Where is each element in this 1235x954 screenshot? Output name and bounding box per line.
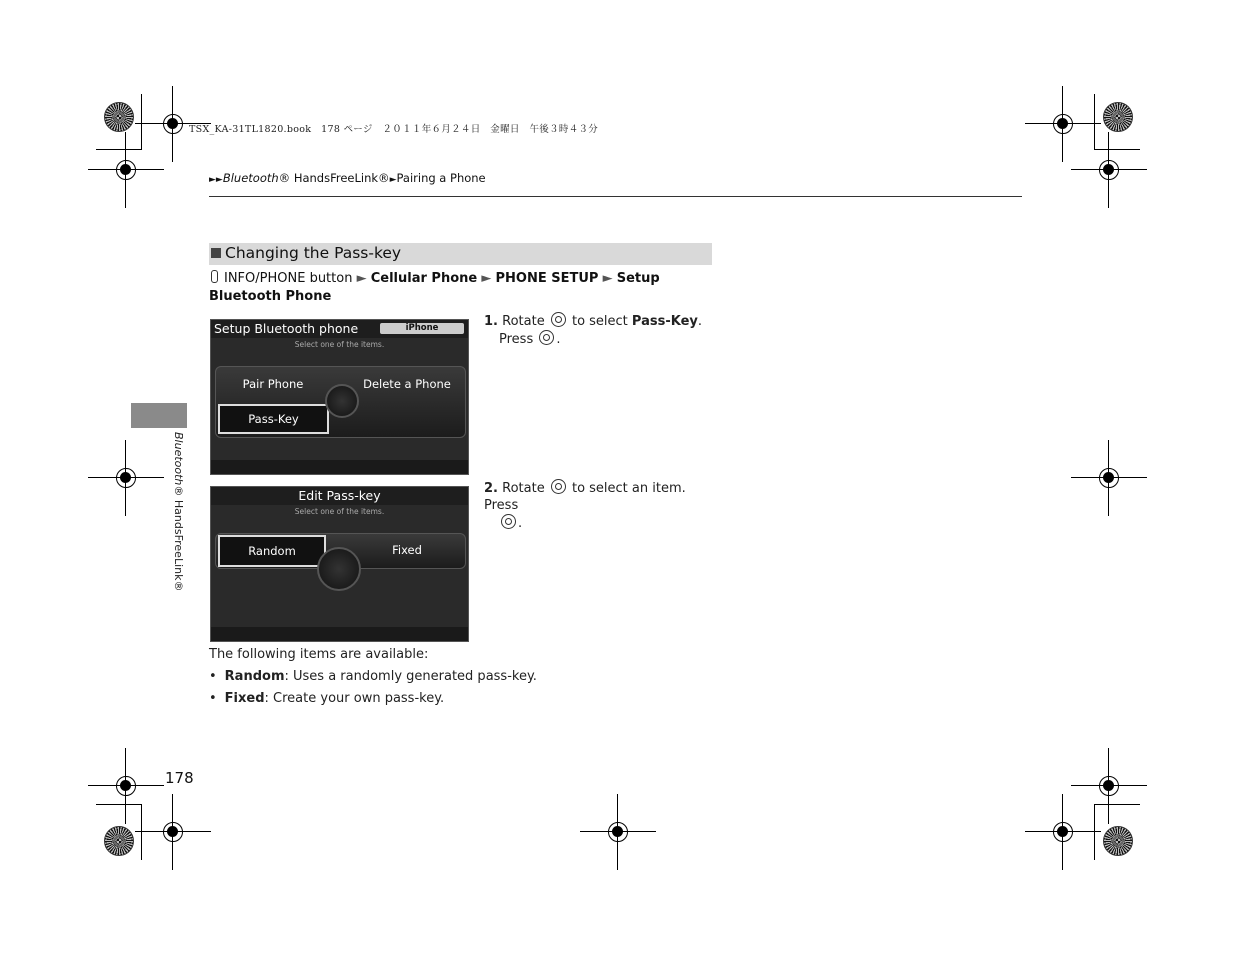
bullet-term: Random [224,669,285,684]
file-header: TSX_KA-31TL1820.book 178 ページ ２０１１年６月２４日 金曜日 午後３時４３分 [189,124,599,135]
menu-path [209,270,719,306]
random-button[interactable]: Random [218,535,326,567]
step-1: 1. Rotate to select Pass-Key. Press . [484,314,703,347]
path-arrow-icon: ► [602,271,613,286]
path-arrow-icon: ► [356,271,367,286]
breadcrumb-bluetooth: Bluetooth [222,171,279,185]
step-text: Rotate [502,314,545,329]
trim-line [1094,94,1095,150]
trim-line [96,149,142,150]
crosshair-mark-icon [1043,812,1083,852]
step-text: Rotate [502,481,545,496]
crosshair-mark-icon [106,766,146,806]
crosshair-mark-icon [106,150,146,190]
step-text: to select [571,314,628,329]
section-heading [209,243,712,265]
breadcrumb-arrow-icon: ► [389,175,397,185]
step-press: Press [499,332,534,347]
step-number: 2. [484,481,498,496]
rotate-knob-icon [551,312,566,327]
screenshot-edit-pass-key [210,486,469,642]
screen-subtitle: Select one of the items. [294,507,385,516]
screenshot-setup-bluetooth [210,319,469,475]
screen-subtitle: Select one of the items. [294,340,385,349]
screen-title: Setup Bluetooth phone [211,320,468,338]
delete-phone-button[interactable]: Delete a Phone [363,377,451,391]
press-knob-icon [539,330,554,345]
trim-line [141,94,142,150]
path-item-setup-bluetooth: Setup Bluetooth Phone [209,271,660,304]
step-text: to select an item. Press [484,481,686,513]
pair-phone-button[interactable]: Pair Phone [242,377,304,391]
registration-target-icon [1103,102,1133,132]
crosshair-mark-icon [598,812,638,852]
phone-tag: iPhone [380,323,464,334]
breadcrumb-pairing: Pairing a Phone [396,171,486,185]
bullet-term: Fixed [224,691,265,706]
trim-line [1094,804,1140,805]
breadcrumb [209,171,486,185]
crosshair-mark-icon [1089,458,1129,498]
path-item-cellular: Cellular Phone [370,271,478,286]
trim-line [96,804,142,805]
trim-line [141,804,142,860]
registration-target-icon [104,102,134,132]
trim-line [1094,149,1140,150]
list-item: • Random: Uses a randomly generated pass-key. [209,669,537,684]
rotate-knob-icon [551,479,566,494]
path-item-phone-setup: PHONE SETUP [495,271,599,286]
registration-target-icon [1103,826,1133,856]
knob-icon [317,547,361,591]
crosshair-mark-icon [153,812,193,852]
crosshair-mark-icon [153,104,193,144]
crosshair-mark-icon [1043,104,1083,144]
list-item: • Fixed: Create your own pass-key. [209,691,445,706]
path-arrow-icon: ► [481,271,492,286]
square-bullet-icon [211,248,221,258]
screen-footer [211,460,468,474]
step-number: 1. [484,314,498,329]
trim-line [1094,804,1095,860]
step-2: 2. Rotate to select an item. Press . [484,481,686,531]
path-prefix: INFO/PHONE button [224,271,353,286]
registration-target-icon [104,826,134,856]
press-knob-icon [501,514,516,529]
fixed-button[interactable]: Fixed [392,543,422,557]
chapter-tab [131,403,187,428]
breadcrumb-handsfreelink: ® HandsFreeLink® [278,171,390,185]
crosshair-mark-icon [1089,150,1129,190]
breadcrumb-arrow-icon: ►► [209,175,223,185]
chapter-label: Bluetooth® HandsFreeLink® [172,432,185,592]
crosshair-mark-icon [1089,766,1129,806]
header-rule [209,196,1022,197]
page-number: 178 [165,769,194,787]
bullet-desc: : Uses a randomly generated pass-key. [284,669,537,684]
screen-title: Edit Pass-key [211,487,468,505]
crosshair-mark-icon [106,458,146,498]
knob-icon [325,384,359,418]
bullet-desc: : Create your own pass-key. [264,691,445,706]
mic-icon [211,270,218,283]
pass-key-button[interactable]: Pass-Key [218,404,329,434]
screen-footer [211,627,468,641]
section-title: Changing the Pass-key [225,244,402,262]
step-target: Pass-Key [631,314,698,329]
available-items-text: The following items are available: [209,647,429,662]
